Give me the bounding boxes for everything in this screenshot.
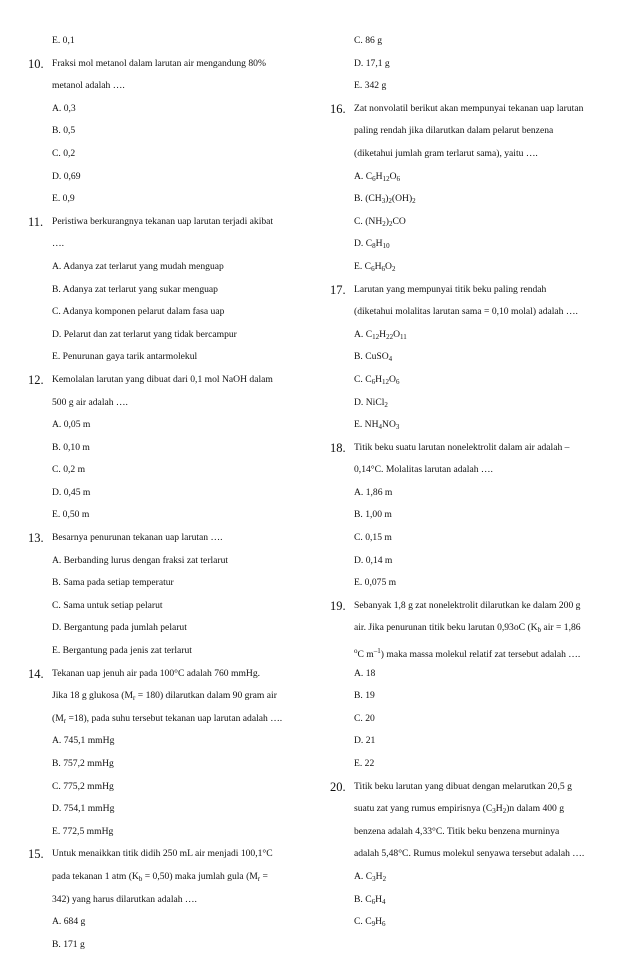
question-15: [28, 843, 320, 956]
answer-option: E. Bergantung pada jenis zat terlarut: [52, 645, 192, 657]
answer-option: C. Sama untuk setiap pelarut: [52, 599, 163, 611]
question-continued: [330, 30, 618, 98]
question-text-line: suatu zat yang rumus empirisnya $(C_3H_2)n$ dalam 400 g: [354, 803, 565, 816]
question-continued: [28, 30, 320, 53]
answer-option: A. 18: [354, 667, 376, 679]
question-text-line: pada tekanan 1 atm $(K_b = 0,50)$ maka jumlah gula ($M_r$ =: [52, 870, 268, 883]
left-column: [28, 30, 320, 956]
question-text-line: Untuk menaikkan titik didih 250 mL air menjadi 100,1°C: [52, 848, 273, 860]
question-text-line: paling rendah jika dilarutkan dalam pelarut benzena: [354, 125, 554, 137]
answer-option: A. 0,05 m: [52, 419, 91, 431]
answer-option: E. 0,075 m: [354, 577, 397, 589]
question-text-line: (diketahui molalitas larutan sama = 0,10 molal) adalah ….: [354, 306, 578, 318]
question-text-line: Fraksi mol metanol dalam larutan air mengandung 80%: [52, 57, 266, 69]
answer-option: A. 745,1 mmHg: [52, 735, 115, 747]
question-number: 15.: [28, 847, 44, 862]
question-number: 11.: [28, 214, 44, 229]
question-text-line: ….: [52, 238, 64, 250]
answer-option: D. 0,14 m: [354, 554, 393, 566]
question-text-line: $(M_r =18)$, pada suhu tersebut tekanan uap larutan adalah ….: [52, 712, 283, 725]
question-17: [330, 279, 618, 437]
answer-option: A. Adanya zat terlarut yang mudah menguap: [52, 260, 224, 272]
question-number: 12.: [28, 372, 44, 387]
question-text-line: Jika 18 g glukosa $(M_r = 180)$ dilarutkan dalam 90 gram air: [52, 690, 277, 703]
question-text-line: adalah 5,48°C. Rumus molekul senyawa tersebut adalah ….: [354, 848, 585, 860]
answer-option: C. Adanya komponen pelarut dalam fasa uap: [52, 306, 225, 318]
answer-option: C. 20: [354, 712, 375, 724]
answer-option: E. 0,1: [52, 35, 75, 46]
question-12: [28, 369, 320, 527]
question-text-line: Larutan yang mempunyai titik beku paling rendah: [354, 283, 547, 295]
question-number: 17.: [330, 282, 346, 297]
question-number: 19.: [330, 598, 346, 613]
answer-option: B. 171 g: [52, 938, 85, 950]
answer-option: B. CuSO$_4$: [354, 351, 393, 364]
answer-option: D. 17,1 g: [354, 57, 390, 69]
answer-option: A. 0,3: [52, 102, 76, 114]
answer-option: B. 757,2 mmHg: [52, 758, 114, 769]
answer-option: B. 0,5: [52, 125, 76, 137]
answer-option: D. NiCl$_2$: [354, 396, 388, 409]
question-text-line: Kemolalan larutan yang dibuat dari 0,1 mol NaOH dalam: [52, 373, 273, 385]
answer-option: C. 0,15 m: [354, 532, 392, 544]
answer-option: D. 0,45 m: [52, 486, 91, 498]
question-number: 14.: [28, 666, 44, 681]
question-10: [28, 53, 320, 211]
answer-option: E. $NH_4NO_3$: [354, 419, 400, 432]
question-11: [28, 211, 320, 369]
answer-option: E. Penurunan gaya tarik antarmolekul: [52, 351, 198, 363]
question-text-line: Besarnya penurunan tekanan uap larutan ….: [52, 532, 223, 544]
answer-option: D. $C_8H_{10}$: [354, 238, 390, 251]
answer-option: D. Pelarut dan zat terlarut yang tidak bercampur: [52, 328, 237, 340]
question-20: [330, 776, 618, 934]
question-text-line: Titik beku suatu larutan nonelektrolit dalam air adalah –: [354, 441, 570, 453]
answer-option: A. $C_6H_{12}O_6$: [354, 170, 400, 183]
question-text-line: (diketahui jumlah gram terlarut sama), yaitu ….: [354, 147, 538, 159]
question-text-line: $^o$C $m^{-1}$) maka massa molekul relatif zat tersebut adalah ….: [354, 647, 581, 661]
question-text-line: Titik beku larutan yang dibuat dengan melarutkan 20,5 g: [354, 780, 572, 792]
answer-option: B. 1,00 m: [354, 509, 392, 521]
question-text-line: 500 g air adalah ….: [52, 396, 128, 408]
question-text-line: 0,14°C. Molalitas larutan adalah ….: [354, 464, 493, 476]
question-number: 16.: [330, 101, 346, 116]
answer-option: A. $C_3H_2$: [354, 870, 387, 883]
question-14: [28, 663, 320, 844]
question-text-line: benzena adalah 4,33°C. Titik beku benzena murninya: [354, 825, 560, 837]
answer-option: C. 86 g: [354, 35, 382, 46]
answer-option: B. 19: [354, 690, 375, 702]
answer-option: B. $C_6H_4$: [354, 893, 386, 906]
question-text-line: air. Jika penurunan titik beku larutan 0,93oC ($K_b$ air = 1,86: [354, 622, 581, 635]
answer-option: B. $(CH_3)_2(OH)_2$: [354, 193, 416, 206]
question-text-line: metanol adalah ….: [52, 80, 125, 92]
answer-option: C. 0,2: [52, 147, 76, 159]
answer-option: A. 684 g: [52, 916, 86, 928]
question-text-line: Sebanyak 1,8 g zat nonelektrolit dilarutkan ke dalam 200 g: [354, 599, 581, 611]
question-number: 20.: [330, 779, 346, 794]
answer-option: B. Sama pada setiap temperatur: [52, 577, 174, 589]
answer-option: C. 0,2 m: [52, 464, 86, 476]
answer-option: C. $C_9H_6$: [354, 916, 386, 929]
answer-option: E. $C_6H_6O_2$: [354, 260, 396, 273]
question-number: 18.: [330, 440, 346, 455]
answer-option: E. 0,50 m: [52, 509, 90, 521]
answer-option: D. 0,69: [52, 170, 81, 182]
answer-option: E. 772,5 mmHg: [52, 825, 114, 837]
question-16: [330, 98, 618, 279]
answer-option: B. 0,10 m: [52, 441, 90, 453]
answer-option: C. 775,2 mmHg: [52, 780, 114, 792]
question-text-line: Zat nonvolatil berikut akan mempunyai tekanan uap larutan: [354, 102, 584, 114]
question-text-line: Peristiwa berkurangnya tekanan uap larutan terjadi akibat: [52, 215, 274, 227]
answer-option: E. 22: [354, 758, 375, 769]
answer-option: D. 21: [354, 735, 376, 747]
question-number: 10.: [28, 56, 44, 71]
question-text-line: 342) yang harus dilarutkan adalah ….: [52, 893, 197, 905]
question-text-line: Tekanan uap jenuh air pada 100°C adalah 760 mmHg.: [52, 667, 261, 679]
answer-option: E. 0,9: [52, 193, 75, 205]
answer-option: B. Adanya zat terlarut yang sukar menguap: [52, 283, 218, 295]
question-13: [28, 527, 320, 663]
answer-option: C. $(NH_2)_2CO$: [354, 215, 406, 228]
answer-option: A. 1,86 m: [354, 486, 393, 498]
answer-option: C. $C_6H_{12}O_6$: [354, 373, 400, 386]
answer-option: D. 754,1 mmHg: [52, 803, 115, 815]
right-column: [330, 30, 618, 934]
question-18: [330, 437, 618, 595]
answer-option: A. $C_{12}H_{22}O_{11}$: [354, 328, 407, 341]
question-19: [330, 595, 618, 776]
answer-option: E. 342 g: [354, 80, 387, 92]
answer-option: D. Bergantung pada jumlah pelarut: [52, 622, 187, 634]
answer-option: A. Berbanding lurus dengan fraksi zat terlarut: [52, 554, 229, 566]
question-number: 13.: [28, 531, 44, 546]
